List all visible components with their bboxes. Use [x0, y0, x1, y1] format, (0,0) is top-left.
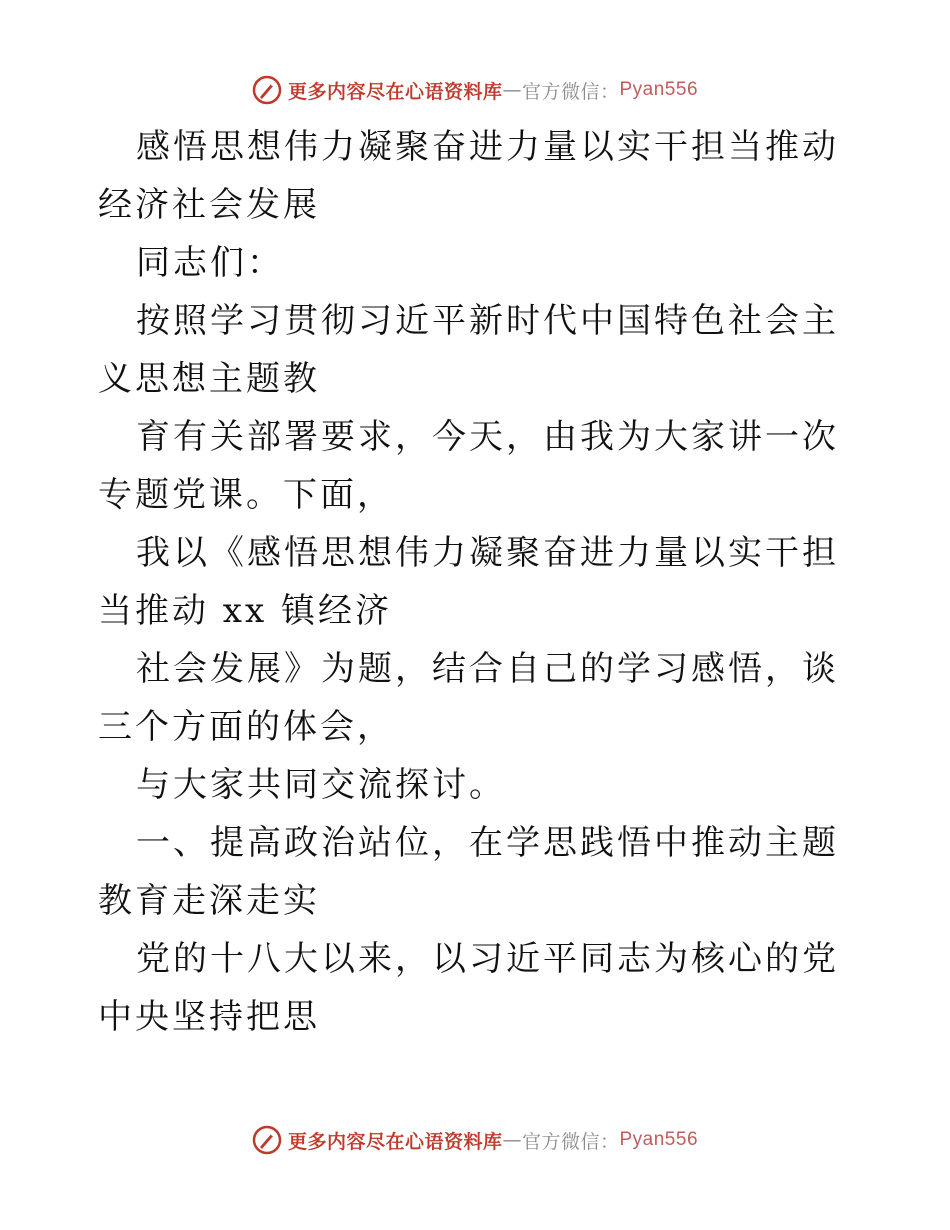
watermark-separator: —: [502, 79, 522, 101]
paragraph: 与大家共同交流探讨。: [136, 765, 506, 805]
document-body: [98, 118, 858, 1046]
paragraph: 育有关部署要求，今天，由我为大家讲一次专题党课。下面，: [98, 417, 839, 515]
paragraph: 感悟思想伟力凝聚奋进力量以实干担当推动经济社会发展: [98, 127, 839, 225]
paragraph: 同志们：: [136, 243, 284, 283]
paragraph: 我以《感悟思想伟力凝聚奋进力量以实干担当推动 xx 镇经济: [98, 533, 839, 631]
footer-watermark: [0, 1120, 950, 1160]
quill-logo-icon: [252, 1125, 282, 1155]
watermark-wechat-id: Pyan556: [619, 1129, 699, 1150]
watermark-main-text: 更多内容尽在心语资料库: [287, 80, 503, 103]
section-heading: 一、提高政治站位，在学思践悟中推动主题教育走深走实: [98, 823, 839, 921]
watermark-label: 官方微信：: [521, 1130, 620, 1153]
watermark-wechat-id: Pyan556: [619, 79, 699, 100]
watermark-label: 官方微信：: [521, 80, 620, 103]
watermark-separator: —: [502, 1129, 522, 1151]
watermark-main-text: 更多内容尽在心语资料库: [287, 1130, 503, 1153]
paragraph: 党的十八大以来，以习近平同志为核心的党中央坚持把思: [98, 939, 839, 1037]
quill-logo-icon: [252, 75, 282, 105]
paragraph: 社会发展》为题，结合自己的学习感悟，谈三个方面的体会，: [98, 649, 839, 747]
header-watermark: [0, 70, 950, 110]
paragraph: 按照学习贯彻习近平新时代中国特色社会主义思想主题教: [98, 301, 839, 399]
